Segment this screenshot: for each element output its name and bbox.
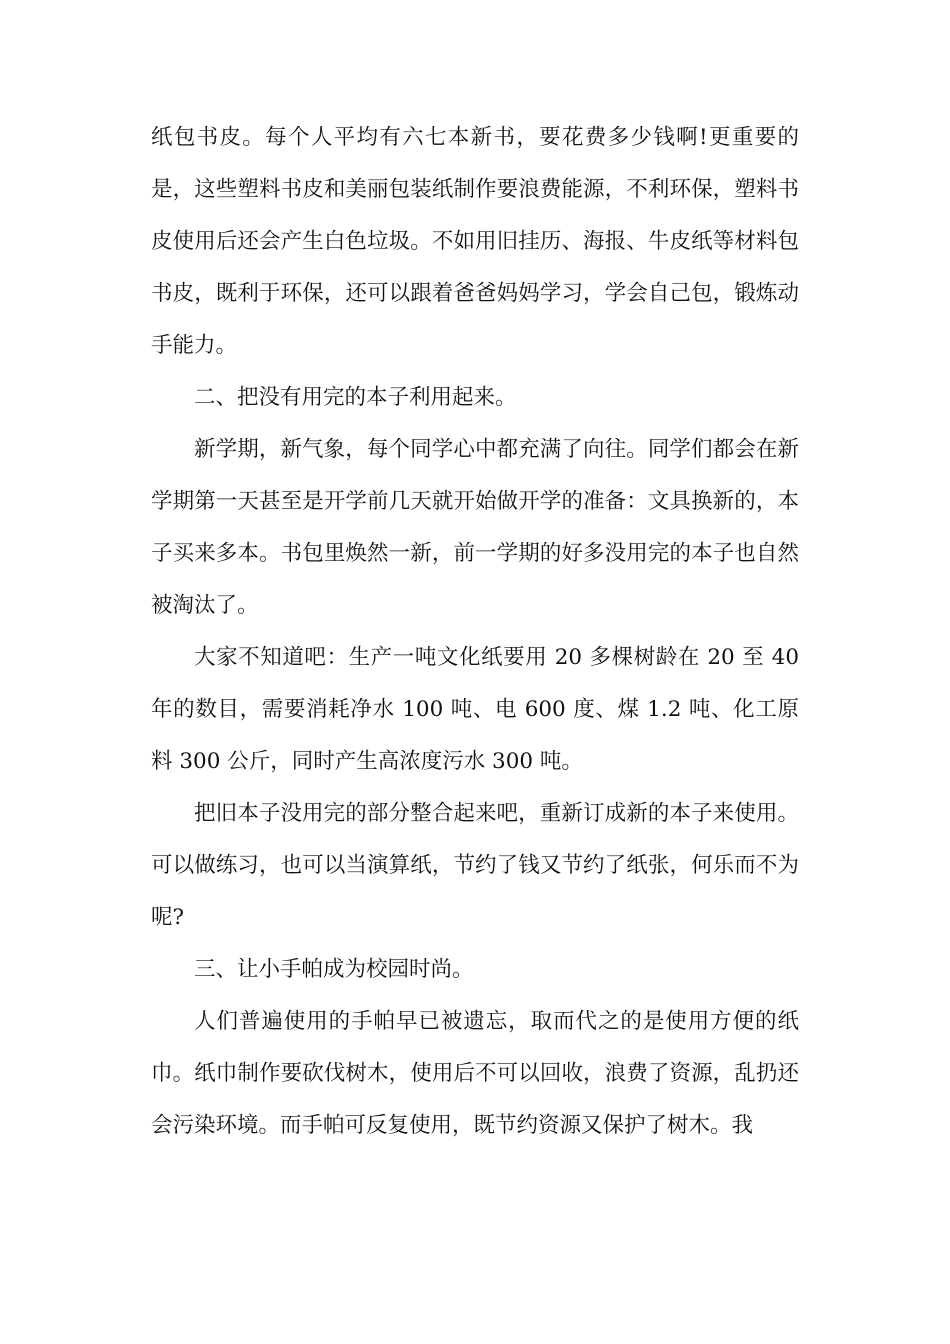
document-body [151,112,799,1152]
paragraph: 人们普遍使用的手帕早已被遗忘，取而代之的是使用方便的纸巾。纸巾制作要砍伐树木，使用后不可以回收，浪费了资源，乱扔还会污染环境。而手帕可反复使用，既节约资源又保护了树木。我 [151,1009,799,1138]
section-heading-2: 二、把没有用完的本子利用起来。 [194,385,517,410]
paragraph: 大家不知道吧：生产一吨文化纸要用 20 多棵树龄在 20 至 40 年的数目，需要消耗净水 100 吨、电 600 度、煤 1.2 吨、化工原料 300 公斤，同时产生高浓度污水 300 吨。 [151,645,799,774]
paragraph-continued: 纸包书皮。每个人平均有六七本新书，要花费多少钱啊!更重要的是，这些塑料书皮和美丽包装纸制作要浪费能源，不利环保，塑料书皮使用后还会产生白色垃圾。不如用旧挂历、海报、牛皮纸等材料包书皮，既利于环保，还可以跟着爸爸妈妈学习，学会自己包，锻炼动手能力。 [151,125,799,358]
paragraph: 把旧本子没用完的部分整合起来吧，重新订成新的本子来使用。可以做练习，也可以当演算纸，节约了钱又节约了纸张，何乐而不为呢? [151,801,799,930]
section-heading-3: 三、让小手帕成为校园时尚。 [194,957,474,982]
paragraph: 新学期，新气象，每个同学心中都充满了向往。同学们都会在新学期第一天甚至是开学前几天就开始做开学的准备：文具换新的，本子买来多本。书包里焕然一新，前一学期的好多没用完的本子也自然被淘汰了。 [151,437,799,618]
